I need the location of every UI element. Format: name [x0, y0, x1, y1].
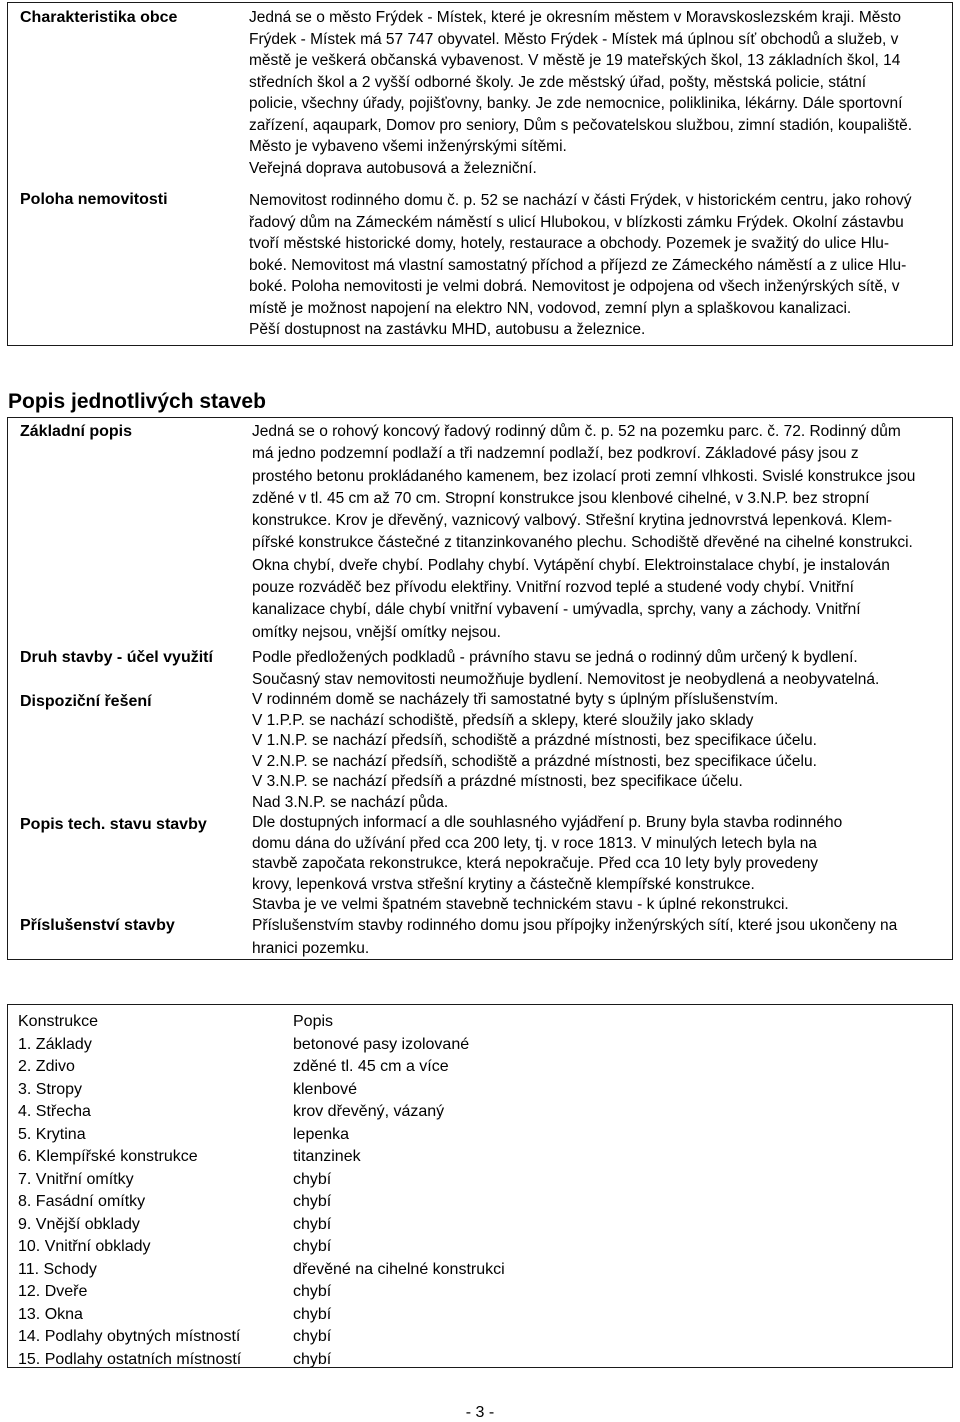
accessories-text	[252, 915, 897, 960]
text-line: Stavba je ve velmi špatném stavebně technickém stavu - k úplné rekonstrukci.	[252, 896, 789, 913]
construction-desc: zděné tl. 45 cm a více	[293, 1058, 449, 1075]
construction-desc: chybí	[293, 1350, 332, 1368]
text-line: V 1.N.P. se nachází předsíň, schodiště a prázdné místnosti, bez specifikace účelu.	[252, 732, 817, 749]
construction-desc: betonové pasy izolované	[293, 1035, 470, 1053]
text-line: V 1.P.P. se nachází schodiště, předsíň a sklepy, které sloužily jako sklady	[252, 711, 754, 729]
building-type-label: Druh stavby - účel využití	[20, 649, 213, 666]
construction-name: 6. Klempířské konstrukce	[18, 1148, 198, 1165]
text-line: tvoří městské historické domy, hotely, restaurace a obchody. Pozemek je svažitý do ulice Hlu-	[249, 235, 890, 252]
construction-name: 10. Vnitřní obklady	[18, 1238, 151, 1255]
text-line: Nad 3.N.P. se nachází půda.	[252, 793, 449, 811]
construction-desc: chybí	[293, 1193, 332, 1210]
construction-name: 11. Schody	[18, 1260, 97, 1278]
text-line: konstrukce. Krov je dřevěný, vaznicový valbový. Střešní krytina jednovrstvá lepenková. Klem-	[252, 512, 893, 530]
construction-desc: chybí	[293, 1170, 332, 1188]
basic-description-text	[252, 421, 915, 644]
page-number: - 3 -	[465, 1404, 495, 1421]
construction-name: 13. Okna	[18, 1305, 83, 1323]
construction-name: 2. Zdivo	[18, 1058, 75, 1075]
construction-desc: titanzinek	[293, 1148, 361, 1165]
location-label: Poloha nemovitosti	[20, 191, 168, 208]
text-line: Příslušenstvím stavby rodinného domu jsou přípojky inženýrských sítí, které jsou ukončeny na	[252, 917, 898, 934]
text-line: domu dána do užívání před cca 200 lety, tj. v roce 1813. V minulých letech byla na	[252, 834, 817, 852]
text-line: Jedná se o město Frýdek - Místek, které je okresním městem v Moravskoslezském kraji. Město	[249, 9, 902, 26]
text-line: krovy, lepenková vrstva střešní krytiny a částečně klempířské konstrukce.	[252, 875, 755, 893]
text-line: pířské konstrukce částečné z titanzinkovaného plechu. Schodiště dřevěné na cihelné konstrukci.	[252, 534, 913, 552]
building-type-text	[252, 647, 879, 692]
text-line: Dle dostupných informací a dle souhlasného vyjádření p. Bruny byla stavba rodinného	[252, 814, 843, 831]
text-line: Město je vybaveno všemi inženýrskými sítěmi.	[249, 138, 567, 155]
construction-name: 12. Dveře	[18, 1283, 88, 1300]
technical-state-text	[252, 813, 842, 916]
construction-desc: chybí	[293, 1238, 332, 1255]
construction-name: 9. Vnější obklady	[18, 1215, 140, 1233]
text-line: městě je veškerá občanská vybavenost. V městě je 19 mateřských škol, 13 základních škol, 14	[249, 52, 901, 69]
construction-name: 4. Střecha	[18, 1103, 91, 1120]
text-line: policie, všechny úřady, pojišťovny, banky. Je zde nemocnice, poliklinika, lékárny. Dále sportovní	[249, 95, 903, 112]
text-line: stavbě započata rekonstrukce, která nepokračuje. Před cca 10 lety byly provedeny	[252, 855, 819, 872]
text-line: Nemovitost rodinného domu č. p. 52 se nachází v části Frýdek, v historickém centru, jako rohový	[249, 192, 912, 209]
construction-desc: chybí	[293, 1305, 332, 1323]
text-line: V rodinném domě se nacházely tři samostatné byty s úplným příslušenstvím.	[252, 691, 779, 708]
text-line: boké. Nemovitost má vlastní samostatný příchod a příjezd ze Zámeckého náměstí a z ulice Hlu-	[249, 256, 907, 274]
text-line: hranici pozemku.	[252, 939, 370, 957]
text-line: V 2.N.P. se nachází předsíň, schodiště a prázdné místnosti, bez specifikace účelu.	[252, 752, 817, 770]
construction-desc: chybí	[293, 1215, 332, 1233]
accessories-label: Příslušenství stavby	[20, 917, 175, 934]
characteristics-text	[249, 7, 912, 179]
basic-description-label: Základní popis	[20, 423, 133, 440]
text-line: zařízení, aqaupark, Domov pro seniory, Dům s pečovatelskou službou, zimní stadión, koupaliště.	[249, 116, 913, 134]
construction-desc: chybí	[293, 1283, 332, 1300]
text-line: řadový dům na Zámeckém náměstí s ulicí Hlubokou, v blízkosti zámku Frýdek. Okolní zástavbu	[249, 213, 904, 231]
text-line: omítky nejsou, vnější omítky nejsou.	[252, 623, 501, 641]
text-line: Pěší dostupnost na zastávku MHD, autobusu a železnice.	[249, 321, 646, 338]
layout-text	[252, 690, 817, 813]
construction-name: 15. Podlahy ostatních místností	[18, 1350, 242, 1368]
text-line: prostého betonu prokládaného kamenem, bez izolací proti zemní vlhkosti. Svislé konstrukce jsou	[252, 467, 916, 485]
technical-state-label: Popis tech. stavu stavby	[20, 816, 207, 833]
construction-desc: chybí	[293, 1328, 332, 1345]
construction-name: 8. Fasádní omítky	[18, 1193, 146, 1210]
construction-desc: dřevěné na cihelné konstrukci	[293, 1260, 505, 1278]
text-line: má jedno podzemní podlaží a tři nadzemní podlaží, bez podkroví. Základové pásy jsou z	[252, 445, 859, 463]
text-line: Jedná se o rohový koncový řadový rodinný dům č. p. 52 na pozemku parc. č. 72. Rodinný dům	[252, 423, 901, 440]
description-header: Popis	[293, 1013, 334, 1030]
construction-desc: krov dřevěný, vázaný	[293, 1103, 445, 1120]
layout-label: Dispoziční řešení	[20, 693, 152, 710]
location-text	[249, 190, 912, 341]
text-line: Veřejná doprava autobusová a železniční.	[249, 159, 537, 177]
text-line: místě je možnost napojení na elektro NN, vodovod, zemní plyn a splaškovou kanalizaci.	[249, 299, 852, 317]
characteristics-label: Charakteristika obce	[20, 9, 178, 26]
construction-header: Konstrukce	[18, 1013, 99, 1030]
construction-name: 7. Vnitřní omítky	[18, 1170, 134, 1188]
text-line: středních škol a 2 vyšší odborné školy. Je zde městský úřad, pošty, městská policie, státní	[249, 73, 867, 91]
section-heading: Popis jednotlivých staveb	[8, 390, 266, 413]
text-line: zděné v tl. 45 cm až 70 cm. Stropní konstrukce jsou klenbové cihelné, v 3.N.P. bez stropní	[252, 489, 870, 507]
text-line: boké. Poloha nemovitosti je velmi dobrá. Nemovitost je odpojena od všech inženýrských sítě, v	[249, 278, 900, 295]
construction-name: 1. Základy	[18, 1035, 92, 1053]
text-line: kanalizace chybí, dále chybí vnitřní vybavení - umývadla, sprchy, vany a záchody. Vnitřní	[252, 601, 861, 619]
text-line: Okna chybí, dveře chybí. Podlahy chybí. Vytápění chybí. Elektroinstalace chybí, je instalován	[252, 556, 890, 574]
text-line: pouze rozváděč bez přívodu elektřiny. Vnitřní rozvod teplé a studené vody chybí. Vnitřní	[252, 579, 854, 597]
text-line: Frýdek - Místek má 57 747 obyvatel. Město Frýdek - Místek má úplnou síť obchodů a služeb, v	[249, 30, 899, 48]
construction-desc: klenbové	[293, 1080, 358, 1098]
construction-name: 3. Stropy	[18, 1080, 83, 1098]
construction-table-box	[7, 1004, 953, 1368]
construction-name: 14. Podlahy obytných místností	[18, 1328, 241, 1345]
text-line: Podle předložených podkladů - právního stavu se jedná o rodinný dům určený k bydlení.	[252, 649, 858, 666]
text-line: V 3.N.P. se nachází předsíň a prázdné místnosti, bez specifikace účelu.	[252, 773, 743, 790]
text-line: Současný stav nemovitosti neumožňuje bydlení. Nemovitost je neobydlená a neobyvatelná.	[252, 671, 880, 689]
construction-desc: lepenka	[293, 1125, 350, 1143]
construction-name: 5. Krytina	[18, 1125, 86, 1143]
